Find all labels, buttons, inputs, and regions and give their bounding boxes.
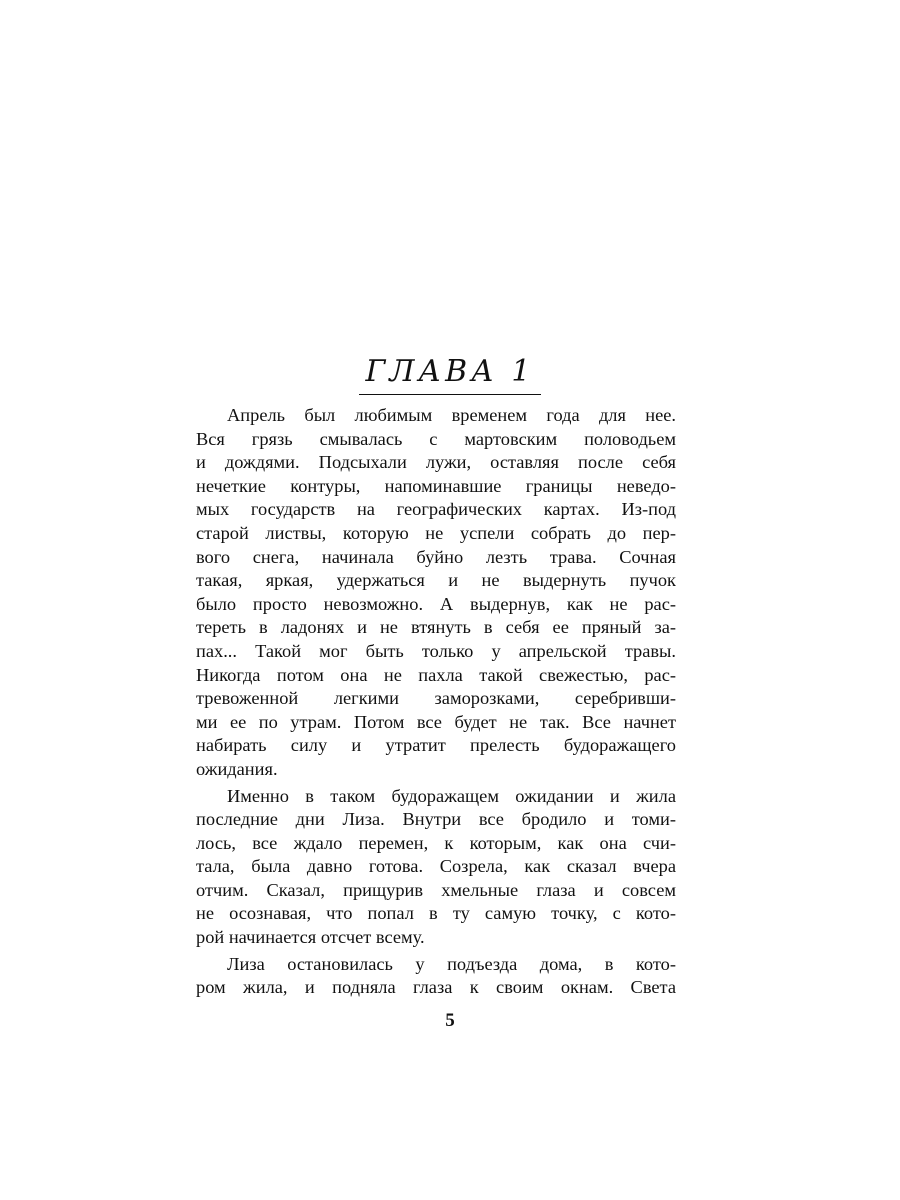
paragraph-2 [196, 785, 676, 950]
text-line: лось, все ждало перемен, к которым, как она счи- [196, 832, 676, 853]
text-line: вого снега, начинала буйно лезть трава. Сочная [196, 546, 676, 567]
text-line: Именно в таком будоражащем ожидании и жила [227, 785, 676, 806]
text-line: и дождями. Подсыхали лужи, оставляя после себя [196, 452, 676, 473]
text-line: пах... Такой мог быть только у апрельской травы. [196, 640, 676, 661]
text-line: ожидания. [196, 758, 278, 779]
text-line: набирать силу и утратит прелесть будоражащего [196, 735, 676, 756]
body-text [196, 404, 676, 1000]
text-line: не осознавая, что попал в ту самую точку, с кото- [196, 903, 676, 924]
text-line: тереть в ладонях и не втянуть в себя ее пряный за- [196, 617, 676, 638]
text-line: ром жила, и подняла глаза к своим окнам. Света [196, 977, 676, 998]
text-line: Вся грязь смывалась с мартовским половодьем [196, 428, 676, 449]
text-line: Апрель был любимым временем года для нее. [227, 405, 676, 425]
text-line: мых государств на географических картах. Из-под [196, 499, 676, 520]
text-line: рой начинается отсчет всему. [196, 927, 425, 948]
text-line: нечеткие контуры, напоминавшие границы неведо- [196, 475, 676, 496]
text-line: ми ее по утрам. Потом все будет не так. Все начнет [196, 711, 676, 732]
chapter-title: ГЛАВА 1 [359, 353, 540, 395]
text-line: такая, яркая, удержаться и не выдернуть пучок [196, 570, 676, 591]
text-line: было просто невозможно. А выдернув, как не рас- [196, 593, 676, 614]
paragraph-1 [196, 404, 676, 782]
text-line: Никогда потом она не пахла такой свежестью, рас- [196, 664, 676, 685]
text-line: Лиза остановилась у подъезда дома, в кото- [227, 953, 676, 974]
text-line: последние дни Лиза. Внутри все бродило и томи- [196, 809, 676, 830]
page-number: 5 [445, 1010, 455, 1031]
text-line: старой листвы, которую не успели собрать до пер- [196, 522, 676, 543]
text-line: тала, была давно готова. Созрела, как сказал вчера [196, 856, 676, 877]
text-line: тревоженной легкими заморозками, серебривши- [196, 688, 676, 709]
chapter-heading [0, 353, 900, 395]
paragraph-3 [196, 953, 676, 1000]
text-line: отчим. Сказал, прищурив хмельные глаза и совсем [196, 879, 676, 900]
